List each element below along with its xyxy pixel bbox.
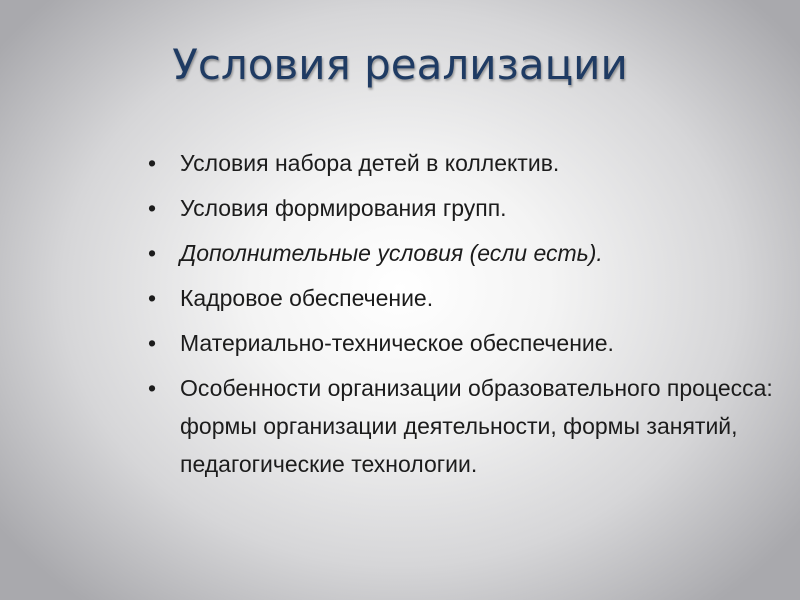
bullet-list [148, 144, 776, 490]
slide-title: Условия реализации [172, 40, 628, 89]
bullet-text: Условия набора детей в коллектив. [180, 150, 560, 176]
bullet-text: Материально-техническое обеспечение. [180, 330, 614, 356]
bullet-marker: • [148, 330, 157, 356]
bullet-marker: • [148, 150, 157, 176]
bullet-marker: • [148, 375, 157, 401]
bullet-text: Условия формирования групп. [180, 195, 507, 221]
bullet-item-additional-conditions [148, 234, 776, 272]
bullet-item-material-support [148, 324, 776, 362]
bullet-item-staffing [148, 279, 776, 317]
bullet-marker: • [148, 240, 157, 266]
bullet-item-group-formation [148, 189, 776, 227]
bullet-text: Особенности организации образовательного процесса: формы организации деятельности, формы занятий, педагогические технологии. [180, 375, 773, 477]
bullet-text: Кадровое обеспечение. [180, 285, 434, 311]
bullet-text: Дополнительные условия (если есть). [180, 240, 603, 266]
bullet-marker: • [148, 195, 157, 221]
bullet-marker: • [148, 285, 157, 311]
bullet-item-enrollment [148, 144, 776, 182]
bullet-item-process-features [148, 369, 776, 483]
